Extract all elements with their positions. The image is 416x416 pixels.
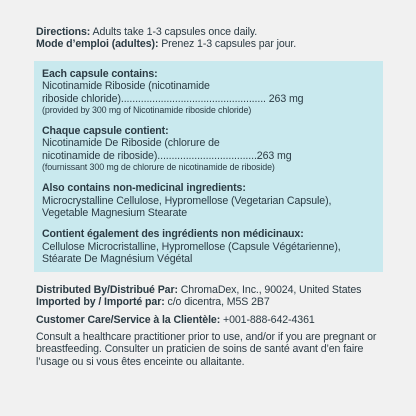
non-medicinal-fr-section [42, 228, 375, 265]
each-capsule-ingredient: riboside chloride) [42, 92, 121, 105]
non-medicinal-fr-text: Cellulose Microcristalline, Hypromellose (Capsule Végétarienne), Stéarate De Magnésium Végétal [42, 240, 341, 266]
imported-by-label: Imported by / Importé par: [36, 296, 165, 309]
chaque-capsule-line2 [42, 150, 375, 162]
each-capsule-amount: 263 mg [265, 92, 304, 105]
directions-text-en: Adults take 1-3 capsules once daily. [90, 26, 258, 38]
ingredients-panel [34, 61, 383, 272]
directions-label-en: Directions: [36, 26, 91, 38]
customer-care-label: Customer Care/Service à la Clientèle: [36, 313, 221, 326]
directions-label-fr: Mode d’emploi (adultes): [36, 38, 159, 51]
footer-block [36, 284, 381, 368]
non-medicinal-fr-heading: Contient également des ingrédients non médicinaux: [42, 228, 304, 241]
imported-by-text: c/o dicentra, M5S 2B7 [164, 296, 270, 309]
chaque-capsule-line1: Nicotinamide De Riboside (chlorure de [42, 137, 220, 150]
chaque-capsule-ingredient: nicotinamide de riboside) [42, 149, 158, 162]
distribution-info [36, 284, 381, 309]
chaque-capsule-leader: ................................... [157, 149, 257, 162]
chaque-capsule-amount: 263 mg [256, 149, 292, 162]
chaque-capsule-heading: Chaque capsule contient: [42, 125, 169, 138]
directions-en [36, 26, 381, 38]
directions-fr [36, 38, 381, 50]
chaque-capsule-note: (fournissant 300 mg de chlorure de nicotinamide de riboside) [42, 162, 275, 173]
customer-care [36, 314, 381, 326]
each-capsule-leader: ................................................... [120, 92, 266, 105]
distributed-by-text: ChromaDex, Inc., 90024, United States [177, 283, 362, 296]
distributed-by-label: Distributed By/Distribué Par: [36, 283, 178, 296]
each-capsule-section [42, 68, 375, 116]
directions-block [36, 26, 381, 51]
each-capsule-heading: Each capsule contains: [42, 67, 158, 80]
warning-text: Consult a healthcare practitioner prior to use, and/or if you are pregnant or breastfeeding. Consulter un praticien de soins de santé avant d’en faire l’usage ou si vous êtes enceinte ou allaitante. [36, 330, 377, 368]
each-capsule-line1: Nicotinamide Riboside (nicotinamide [42, 80, 210, 93]
non-medicinal-en-heading: Also contains non-medicinal ingredients: [42, 182, 246, 195]
directions-text-fr: Prenez 1-3 capsules par jour. [158, 38, 297, 51]
non-medicinal-en-text: Microcrystalline Cellulose, Hypromellose (Vegetarian Capsule), Vegetable Magnesium Stearate [42, 194, 332, 220]
non-medicinal-en-section [42, 182, 375, 219]
each-capsule-line2 [42, 93, 375, 105]
chaque-capsule-section [42, 125, 375, 173]
each-capsule-note: (provided by 300 mg of Nicotinamide riboside chloride) [42, 105, 252, 116]
customer-care-phone: +001-888-642-4361 [220, 313, 315, 326]
